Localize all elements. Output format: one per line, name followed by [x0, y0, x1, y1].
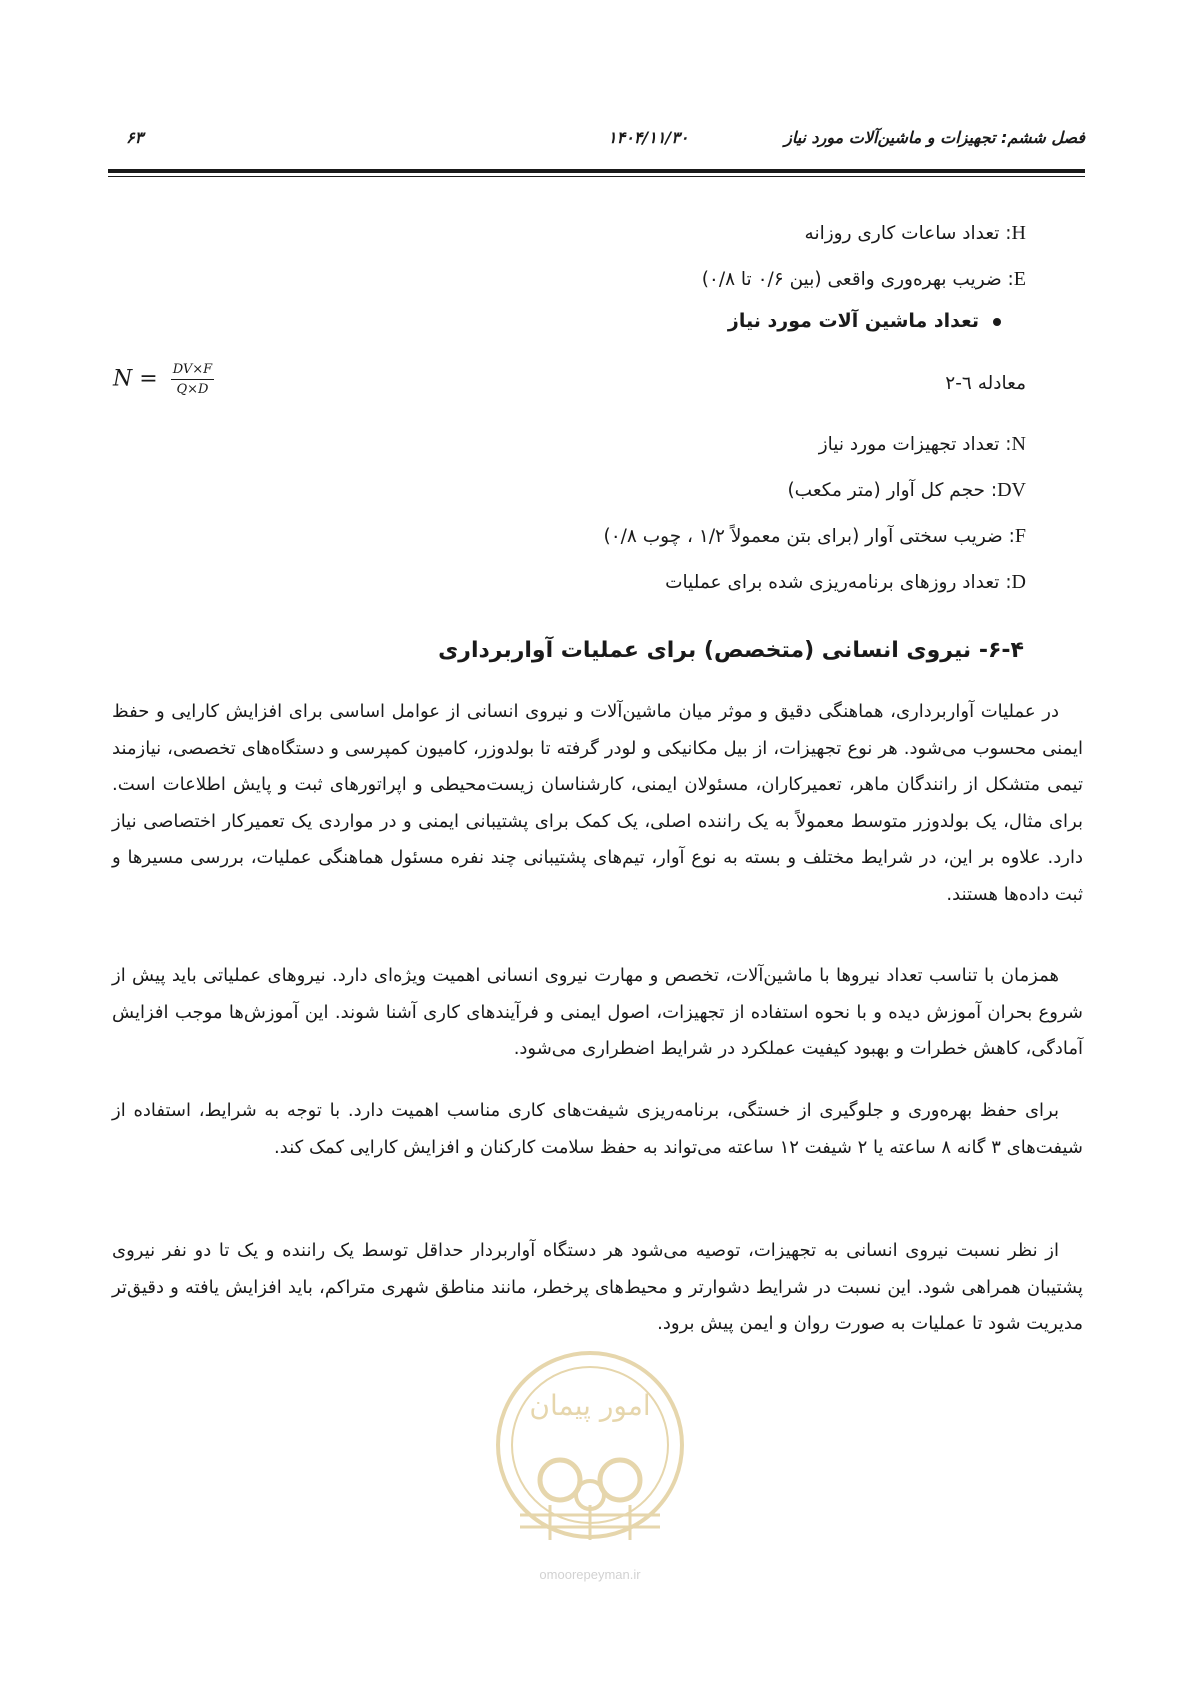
bullet-dot-icon [993, 318, 1001, 326]
paragraph-2: همزمان با تناسب تعداد نیروها با ماشین‌آلات، تخصص و مهارت نیروی انسانی اهمیت ویژه‌ای دارد. نیروهای عملیاتی باید پیش از شروع بحران آموزش دیده و با نحوه استفاده از تجهیزات، اصول ایمنی و فرآیندهای کاری آشنا شوند. این آموزش‌ها موجب افزایش آمادگی، کاهش خطرات و بهبود کیفیت عملکرد در شرایط اضطراری می‌شود. [112, 965, 1083, 1059]
equation-fraction [171, 362, 215, 397]
page-header [108, 128, 1085, 158]
equation-denominator: Q×D [176, 382, 209, 397]
bullet-text: تعداد ماشین آلات مورد نیاز [727, 310, 979, 332]
paragraph-1: در عملیات آواربرداری، هماهنگی دقیق و موثر میان ماشین‌آلات و نیروی انسانی از عوامل اساسی برای افزایش کارایی و حفظ ایمنی محسوب می‌شود. هر نوع تجهیزات، از بیل مکانیکی و لودر گرفته تا بولدوزر، کامیون کمپرسی و دستگاه‌های تخصصی، نیازمند تیمی متشکل از رانندگان ماهر، تعمیرکاران، مسئولان ایمنی، کارشناسان زیست‌محیطی و اپراتورهای ثبت و پایش اطلاعات است. برای مثال، یک بولدوزر متوسط معمولاً به یک راننده اصلی، یک کمک برای پشتیبانی ایمنی و در مواردی یک تعمیرکار اختصاصی نیاز دارد. علاوه بر این، در شرایط مختلف و بسته به نوع آوار، تیم‌های پشتیبانی چند نفره مسئول هماهنگی عملیات، بررسی مسیرها و ثبت داده‌ها هستند. [112, 701, 1083, 905]
paragraph-3: برای حفظ بهره‌وری و جلوگیری از خستگی، برنامه‌ریزی شیفت‌های کاری مناسب اهمیت دارد. با توجه به شرایط، استفاده از شیفت‌های ۳ گانه ۸ ساعته یا ۲ شیفت ۱۲ ساعته می‌تواند به حفظ سلامت کارکنان و افزایش کارایی کمک کند. [112, 1100, 1083, 1158]
page-number: ۶۳ [126, 128, 144, 147]
bullet-item [728, 310, 1001, 332]
equation-lhs: N = [113, 366, 158, 392]
watermark-logo-text: امور پیمان [529, 1389, 651, 1422]
definition-d: D: تعداد روزهای برنامه‌ریزی شده برای عملیات [665, 571, 1026, 593]
definition-f: F: ضریب سختی آوار (برای بتن معمولاً ۱/۲ ، چوب ۰/۸) [603, 525, 1026, 547]
definition-dv: DV: حجم کل آوار (متر مکعب) [787, 479, 1026, 501]
watermark-url: omoorepeyman.ir [539, 1567, 641, 1582]
definition-h: H: تعداد ساعات کاری روزانه [804, 222, 1026, 244]
watermark-logo [490, 1345, 690, 1585]
section-heading: ۶-۴- نیروی انسانی (متخصص) برای عملیات آواربرداری [438, 638, 1024, 663]
equation-formula [113, 362, 214, 397]
header-rule-thick [108, 169, 1085, 173]
header-date: ۱۴۰۴/۱۱/۳۰ [608, 128, 689, 147]
watermark-seal-icon [490, 1345, 690, 1560]
definition-n: N: تعداد تجهیزات مورد نیاز [818, 433, 1026, 455]
equation-numerator: DV×F [171, 362, 215, 380]
chapter-title: فصل ششم: تجهیزات و ماشین‌آلات مورد نیاز [784, 128, 1085, 147]
header-rule-thin [108, 176, 1085, 177]
paragraph-4: از نظر نسبت نیروی انسانی به تجهیزات، توصیه می‌شود هر دستگاه آواربردار حداقل توسط یک راننده و یک تا دو نفر نیروی پشتیبان همراهی شود. این نسبت در شرایط دشوارتر و محیط‌های پرخطر، مانند مناطق شهری متراکم، باید افزایش یافته و دقیق‌تر مدیریت شود تا عملیات به صورت روان و ایمن پیش برود. [112, 1240, 1083, 1334]
definition-e: E: ضریب بهره‌وری واقعی (بین ۰/۶ تا ۰/۸) [701, 268, 1026, 290]
equation-label: معادله ٦-٢ [945, 373, 1026, 394]
